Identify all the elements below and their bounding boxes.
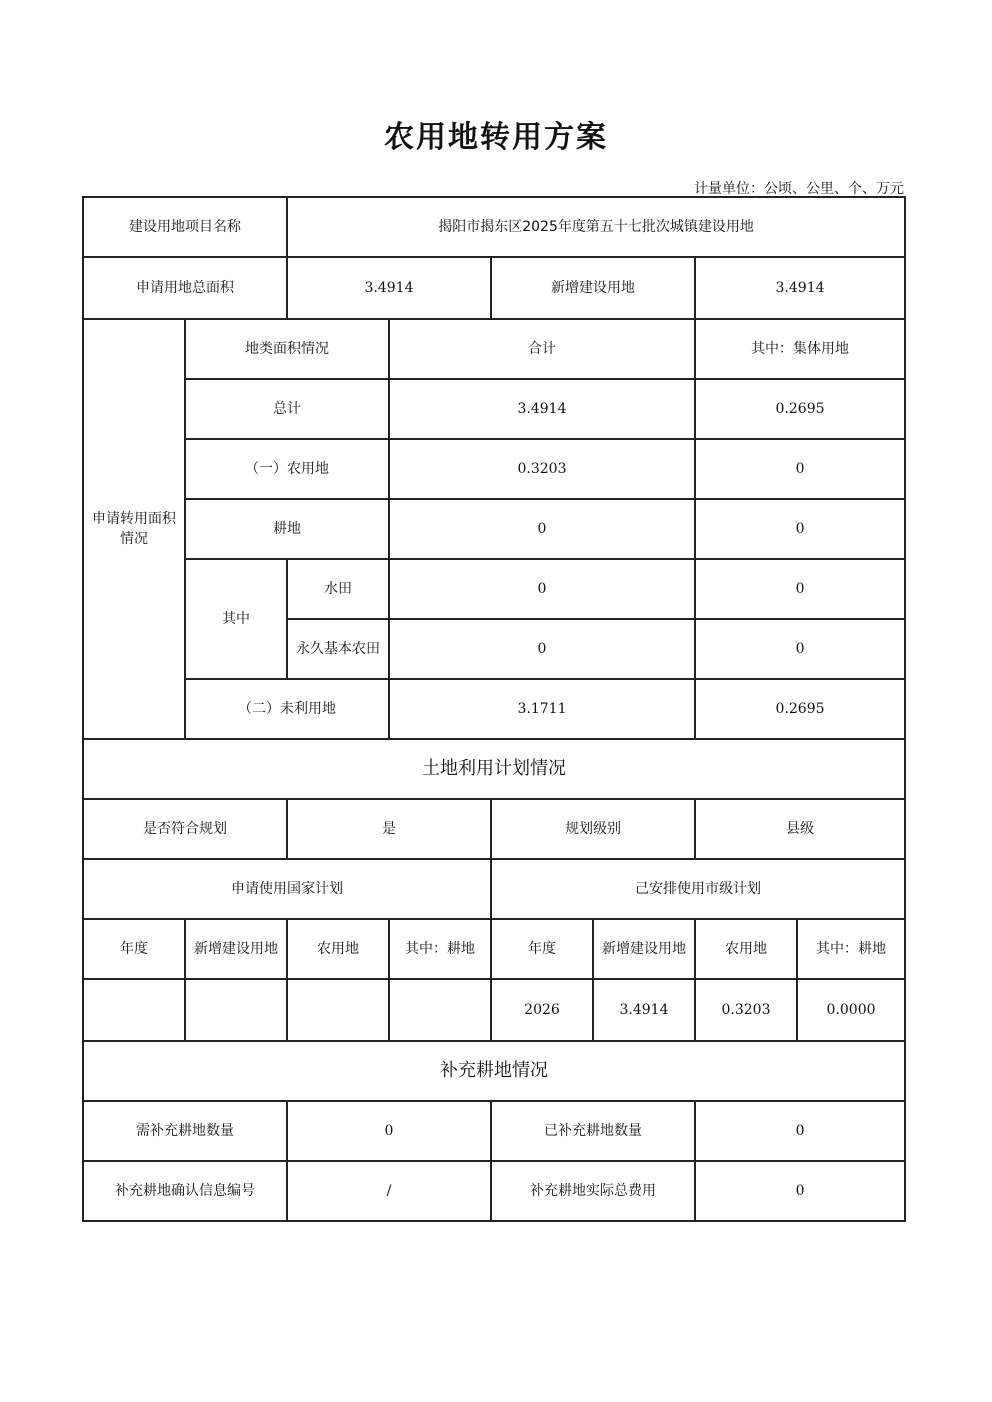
required-supplement-value: 0 bbox=[287, 1101, 491, 1161]
done-supplement-label: 已补充耕地数量 bbox=[491, 1101, 695, 1161]
row-label: 耕地 bbox=[185, 499, 389, 559]
column-header: 农用地 bbox=[695, 919, 797, 979]
info-number-value: / bbox=[287, 1161, 491, 1221]
national-cultivated-cell bbox=[389, 979, 491, 1041]
total-area-value: 3.4914 bbox=[287, 257, 491, 319]
national-year-cell bbox=[83, 979, 185, 1041]
project-name-value: 揭阳市揭东区2025年度第五十七批次城镇建设用地 bbox=[287, 197, 905, 257]
row-label: （一）农用地 bbox=[185, 439, 389, 499]
total-cost-value: 0 bbox=[695, 1161, 905, 1221]
supplement-section-title: 补充耕地情况 bbox=[83, 1041, 905, 1101]
conversion-form-table bbox=[82, 196, 906, 1222]
row-total: 3.4914 bbox=[389, 379, 695, 439]
sub-row-label: 水田 bbox=[287, 559, 389, 619]
city-cultivated-cell: 0.0000 bbox=[797, 979, 905, 1041]
total-area-label: 申请用地总面积 bbox=[83, 257, 287, 319]
city-plan-label: 己安排使用市级计划 bbox=[491, 859, 905, 919]
sub-row-total: 0 bbox=[389, 619, 695, 679]
national-new-construction-cell bbox=[185, 979, 287, 1041]
sub-group-label: 其中 bbox=[185, 559, 287, 679]
total-cost-label: 补充耕地实际总费用 bbox=[491, 1161, 695, 1221]
sub-row-total: 0 bbox=[389, 559, 695, 619]
city-year-cell: 2026 bbox=[491, 979, 593, 1041]
column-header: 新增建设用地 bbox=[593, 919, 695, 979]
page-title: 农用地转用方案 bbox=[384, 120, 608, 155]
row-label: 总计 bbox=[185, 379, 389, 439]
required-supplement-label: 需补充耕地数量 bbox=[83, 1101, 287, 1161]
row-collective: 0.2695 bbox=[695, 379, 905, 439]
column-header: 其中：耕地 bbox=[389, 919, 491, 979]
row-total: 0 bbox=[389, 499, 695, 559]
category-header: 地类面积情况 bbox=[185, 319, 389, 379]
new-construction-value: 3.4914 bbox=[695, 257, 905, 319]
row-total: 0.3203 bbox=[389, 439, 695, 499]
sub-row-collective: 0 bbox=[695, 559, 905, 619]
done-supplement-value: 0 bbox=[695, 1101, 905, 1161]
total-header: 合计 bbox=[389, 319, 695, 379]
national-farmland-cell bbox=[287, 979, 389, 1041]
plan-level-value: 县级 bbox=[695, 799, 905, 859]
unused-total: 3.1711 bbox=[389, 679, 695, 739]
conversion-group-label: 申请转用面积情况 bbox=[83, 319, 185, 739]
collective-header: 其中：集体用地 bbox=[695, 319, 905, 379]
land-plan-section-title: 土地利用计划情况 bbox=[83, 739, 905, 799]
project-name-label: 建设用地项目名称 bbox=[83, 197, 287, 257]
conform-label: 是否符合规划 bbox=[83, 799, 287, 859]
column-header: 农用地 bbox=[287, 919, 389, 979]
column-header: 年度 bbox=[491, 919, 593, 979]
new-construction-label: 新增建设用地 bbox=[491, 257, 695, 319]
sub-row-label: 永久基本农田 bbox=[287, 619, 389, 679]
column-header: 新增建设用地 bbox=[185, 919, 287, 979]
plan-level-label: 规划级别 bbox=[491, 799, 695, 859]
column-header: 其中：耕地 bbox=[797, 919, 905, 979]
unused-label: （二）未利用地 bbox=[185, 679, 389, 739]
conform-value: 是 bbox=[287, 799, 491, 859]
row-collective: 0 bbox=[695, 499, 905, 559]
national-plan-label: 申请使用国家计划 bbox=[83, 859, 491, 919]
column-header: 年度 bbox=[83, 919, 185, 979]
city-new-construction-cell: 3.4914 bbox=[593, 979, 695, 1041]
row-collective: 0 bbox=[695, 439, 905, 499]
sub-row-collective: 0 bbox=[695, 619, 905, 679]
city-farmland-cell: 0.3203 bbox=[695, 979, 797, 1041]
unit-note: 计量单位：公顷、公里、个、万元 bbox=[694, 181, 904, 197]
unused-collective: 0.2695 bbox=[695, 679, 905, 739]
info-number-label: 补充耕地确认信息编号 bbox=[83, 1161, 287, 1221]
